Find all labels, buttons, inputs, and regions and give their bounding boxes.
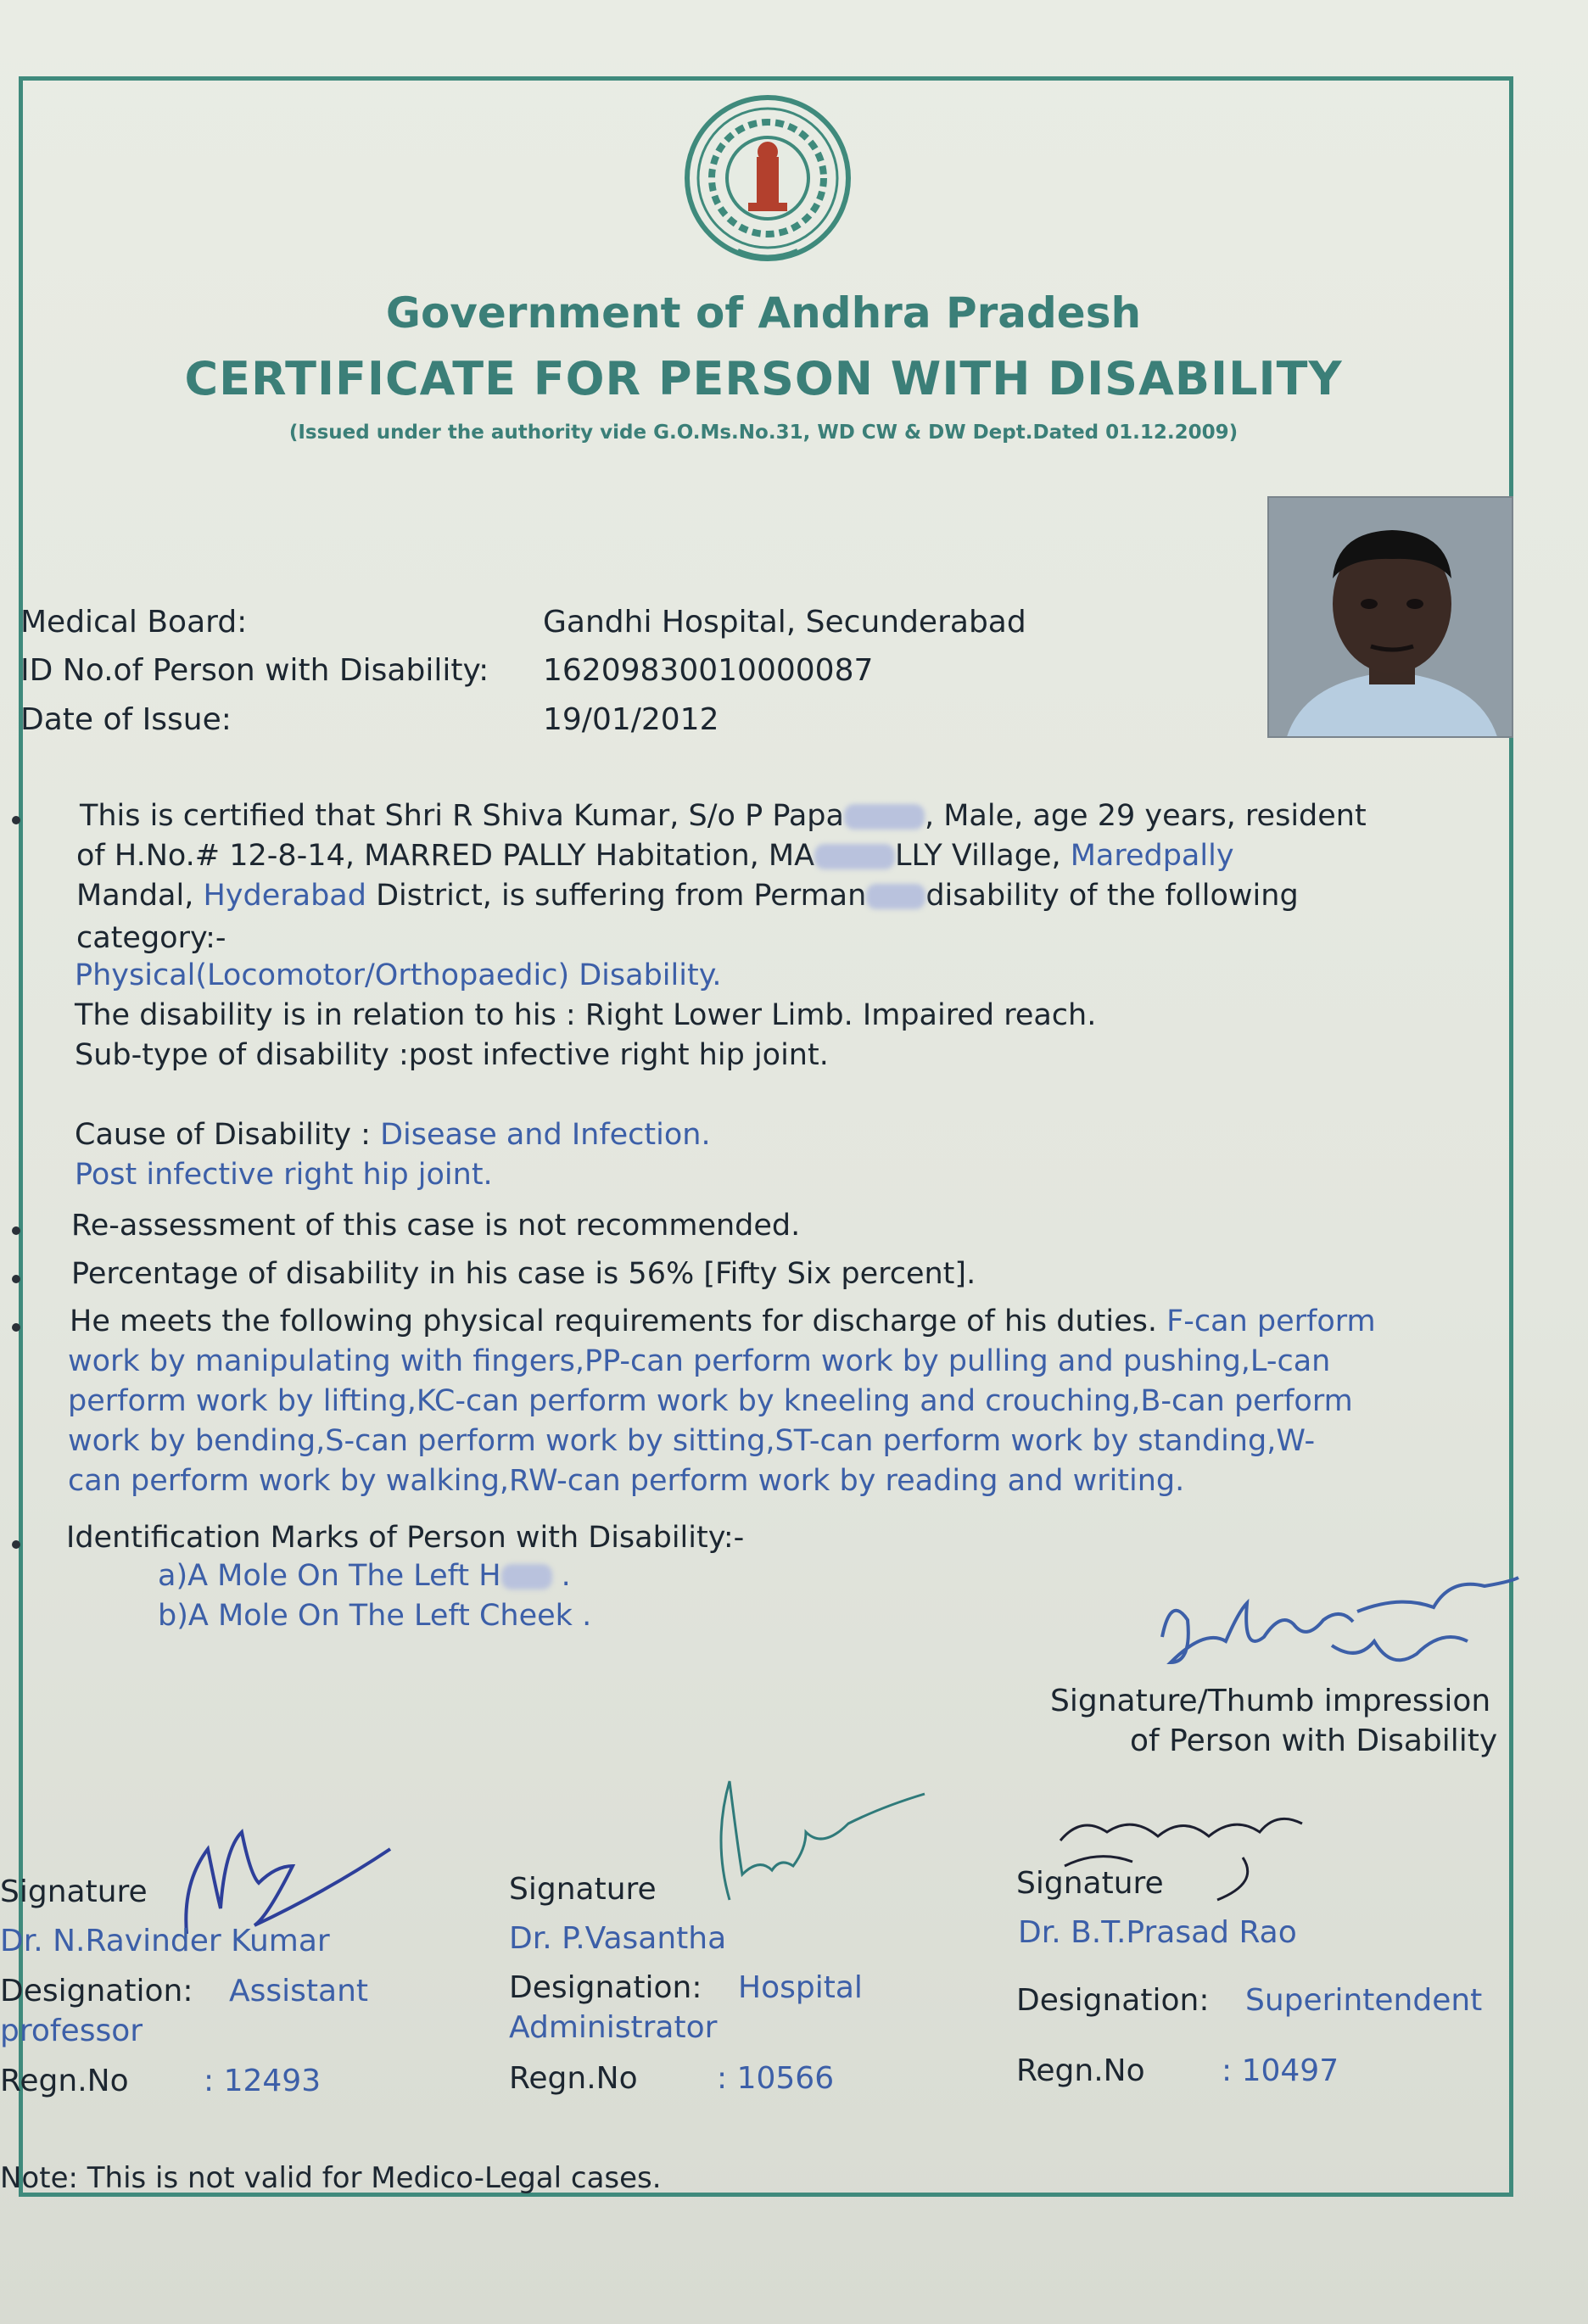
doctor-1-designation-2: professor xyxy=(0,2014,143,2048)
date-value: 19/01/2012 xyxy=(543,702,719,737)
person-photo xyxy=(1267,496,1513,738)
para1-line3: Mandal, Hyderabad District, is suffering from Perman disability of the following xyxy=(76,879,1299,913)
redacted-mark xyxy=(814,844,895,869)
certificate-title: CERTIFICATE FOR PERSON WITH DISABILITY xyxy=(184,352,1343,405)
percentage-line: Percentage of disability in his case is 56% [Fifty Six percent]. xyxy=(71,1257,976,1291)
doctor-2-name: Dr. P.Vasantha xyxy=(509,1921,727,1956)
redacted-mark xyxy=(866,884,925,909)
cause-line: Cause of Disability : Disease and Infection. xyxy=(75,1118,711,1152)
doctor-2-regn-value: : 10566 xyxy=(717,2061,835,2096)
bullet xyxy=(12,1275,20,1283)
requirements-line3: perform work by lifting,KC-can perform work by kneeling and crouching,B-can perform xyxy=(68,1384,1353,1418)
doctor-3-regn-value: : 10497 xyxy=(1222,2053,1339,2088)
doctor-3-name: Dr. B.T.Prasad Rao xyxy=(1018,1915,1297,1950)
doctor-2-designation-2: Administrator xyxy=(509,2010,718,2045)
doctor-2-designation-label: Designation: xyxy=(509,1970,702,2005)
id-value: 16209830010000087 xyxy=(543,653,874,688)
state-emblem-seal xyxy=(679,89,857,293)
disability-subtype: Sub-type of disability :post infective right hip joint. xyxy=(75,1038,829,1072)
bullet xyxy=(12,1226,20,1235)
government-title: Government of Andhra Pradesh xyxy=(385,288,1142,338)
doctor-1-signature-label: Signature xyxy=(0,1874,148,1909)
doctor-3-signature-label: Signature xyxy=(1016,1866,1164,1901)
cause-detail: Post infective right hip joint. xyxy=(75,1158,493,1192)
patient-signature-label-1: Signature/Thumb impression xyxy=(1050,1684,1491,1718)
reassessment-line: Re-assessment of this case is not recommended. xyxy=(71,1209,801,1243)
doctor-2-signature xyxy=(679,1773,933,1908)
redacted-mark xyxy=(501,1564,552,1589)
doctor-1-designation: Assistant xyxy=(229,1974,369,2008)
doctor-1-regn-value: : 12493 xyxy=(204,2064,322,2098)
bullet xyxy=(12,1323,20,1332)
doctor-3-designation: Superintendent xyxy=(1245,1983,1483,2018)
identification-mark-b: b)A Mole On The Left Cheek . xyxy=(158,1599,592,1633)
doctor-3-regn-label: Regn.No xyxy=(1016,2053,1145,2088)
requirements-line4: work by bending,S-can perform work by sitting,ST-can perform work by standing,W- xyxy=(68,1424,1316,1458)
doctor-1-designation-label: Designation: xyxy=(0,1974,193,2008)
medical-board-value: Gandhi Hospital, Secunderabad xyxy=(543,605,1026,640)
disability-relation: The disability is in relation to his : Right Lower Limb. Impaired reach. xyxy=(75,998,1097,1032)
date-label: Date of Issue: xyxy=(20,702,232,737)
doctor-2-signature-label: Signature xyxy=(509,1872,657,1907)
para1-line2: of H.No.# 12-8-14, MARRED PALLY Habitation, MA LLY Village, Maredpally xyxy=(76,839,1234,873)
requirements-line5: can perform work by walking,RW-can perform work by reading and writing. xyxy=(68,1464,1185,1498)
id-label: ID No.of Person with Disability: xyxy=(20,653,489,688)
identification-mark-a: a)A Mole On The Left H . xyxy=(158,1559,571,1593)
disability-category: Physical(Locomotor/Orthopaedic) Disability. xyxy=(75,958,722,992)
identification-marks-title: Identification Marks of Person with Disability:- xyxy=(66,1521,745,1555)
medical-board-label: Medical Board: xyxy=(20,605,248,640)
patient-signature-label-2: of Person with Disability xyxy=(1130,1723,1498,1758)
bullet xyxy=(12,816,20,824)
doctor-2-designation: Hospital xyxy=(738,1970,863,2005)
doctor-2-regn-label: Regn.No xyxy=(509,2061,638,2096)
bullet xyxy=(12,1540,20,1549)
para1-line1: This is certified that Shri R Shiva Kumar, S/o P Papa , Male, age 29 years, resident xyxy=(80,799,1367,833)
doctor-1-name: Dr. N.Ravinder Kumar xyxy=(0,1924,330,1958)
para1-line4: category:- xyxy=(76,921,226,955)
requirements-line2: work by manipulating with fingers,PP-can perform work by pulling and pushing,L-can xyxy=(68,1344,1331,1378)
doctor-1-regn-label: Regn.No xyxy=(0,2064,129,2098)
redacted-mark xyxy=(844,804,925,830)
requirements-line1: He meets the following physical requirements for discharge of his duties. F-can perform xyxy=(70,1304,1376,1338)
doctor-3-designation-label: Designation: xyxy=(1016,1983,1210,2018)
footer-note: Note: This is not valid for Medico-Legal cases. xyxy=(0,2161,662,2195)
authority-line: (Issued under the authority vide G.O.Ms.No.31, WD CW & DW Dept.Dated 01.12.2009) xyxy=(288,422,1239,444)
